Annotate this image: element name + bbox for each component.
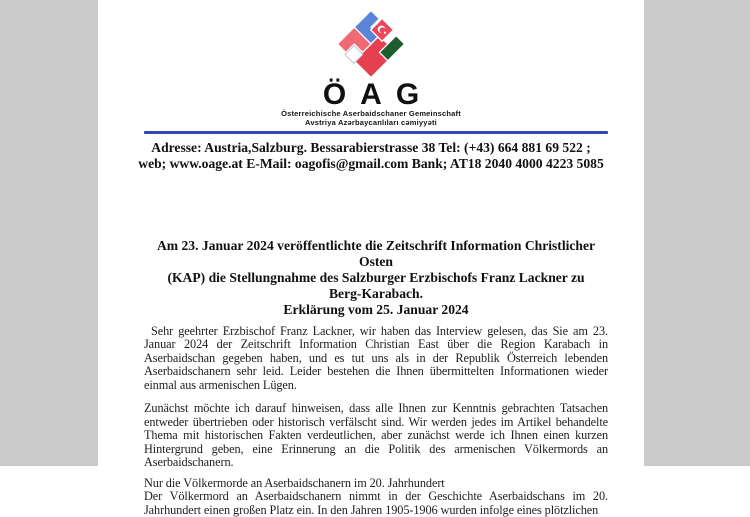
- title-line-3: Berg-Karabach.: [328, 285, 423, 301]
- paragraph-history: Der Völkermord an Aserbaidschanern nimmt in der Geschichte Aserbaidschans im 20. Jahrhundert einen großen Platz ein. In den Jahren 1905-1906 wurden infolge eines plötzlichen: [144, 489, 608, 517]
- document-page: [98, 0, 644, 517]
- address-line-2: web; www.oage.at E-Mail: oagofis@gmail.com Bank; AT18 2040 4000 4223 5085: [138, 156, 604, 172]
- title-line-2: (KAP) die Stellungnahme des Salzburger Erzbischofs Franz Lackner zu: [167, 269, 585, 285]
- title-line-1: Am 23. Januar 2024 veröffentlichte die Zeitschrift Information Christlicher Osten: [156, 237, 596, 269]
- letterhead-divider: [144, 131, 608, 134]
- title-line-4: Erklärung vom 25. Januar 2024: [283, 301, 469, 317]
- letterhead: [98, 0, 644, 127]
- letter-body: [98, 238, 644, 517]
- logo-wordmark: ÖAG: [322, 78, 434, 111]
- oag-logo-icon: [320, 5, 422, 83]
- address-line-1: Adresse: Austria,Salzburg. Bessarabierstrasse 38 Tel: (+43) 664 881 69 522 ;: [151, 139, 591, 155]
- paragraph-introduction: Zunächst möchte ich darauf hinweisen, dass alle Ihnen zur Kenntnis gebrachten Tatsachen entweder übertrieben oder historisch verfälscht sind. Wir werden jedes im Artikel behandelte Thema mit historischen Fakten verdeutlichen, aber zunächst werde ich Ihnen einen kurzen Hintergrund geben, eine Erinnerung an die Politik des armenischen Völkermords an Aserbaidschanern.: [144, 401, 608, 470]
- logo-subtitle-az: Avstriya Azərbaycanlıları cəmiyyəti: [305, 117, 437, 127]
- document-title: [144, 238, 608, 318]
- paragraph-greeting: Sehr geehrter Erzbischof Franz Lackner, wir haben das Interview gelesen, das Sie am 23. Januar 2024 der Zeitschrift Information Christian East über die Region Karabach in Aserbaidschan gegeben haben, und es tut uns als in der Republik Österreich lebenden Aserbaidschanern sehr leid. Leider bestehen die Ihnen übermittelten Informationen wieder einmal aus armenischen Lügen.: [144, 323, 608, 392]
- section-heading-genocides: Nur die Völkermorde an Aserbaidschanern im 20. Jahrhundert: [144, 475, 445, 490]
- logo-subtitle-de: Österreichische Aserbaidschaner Gemeinschaft: [281, 109, 461, 118]
- letterhead-address: [98, 140, 644, 173]
